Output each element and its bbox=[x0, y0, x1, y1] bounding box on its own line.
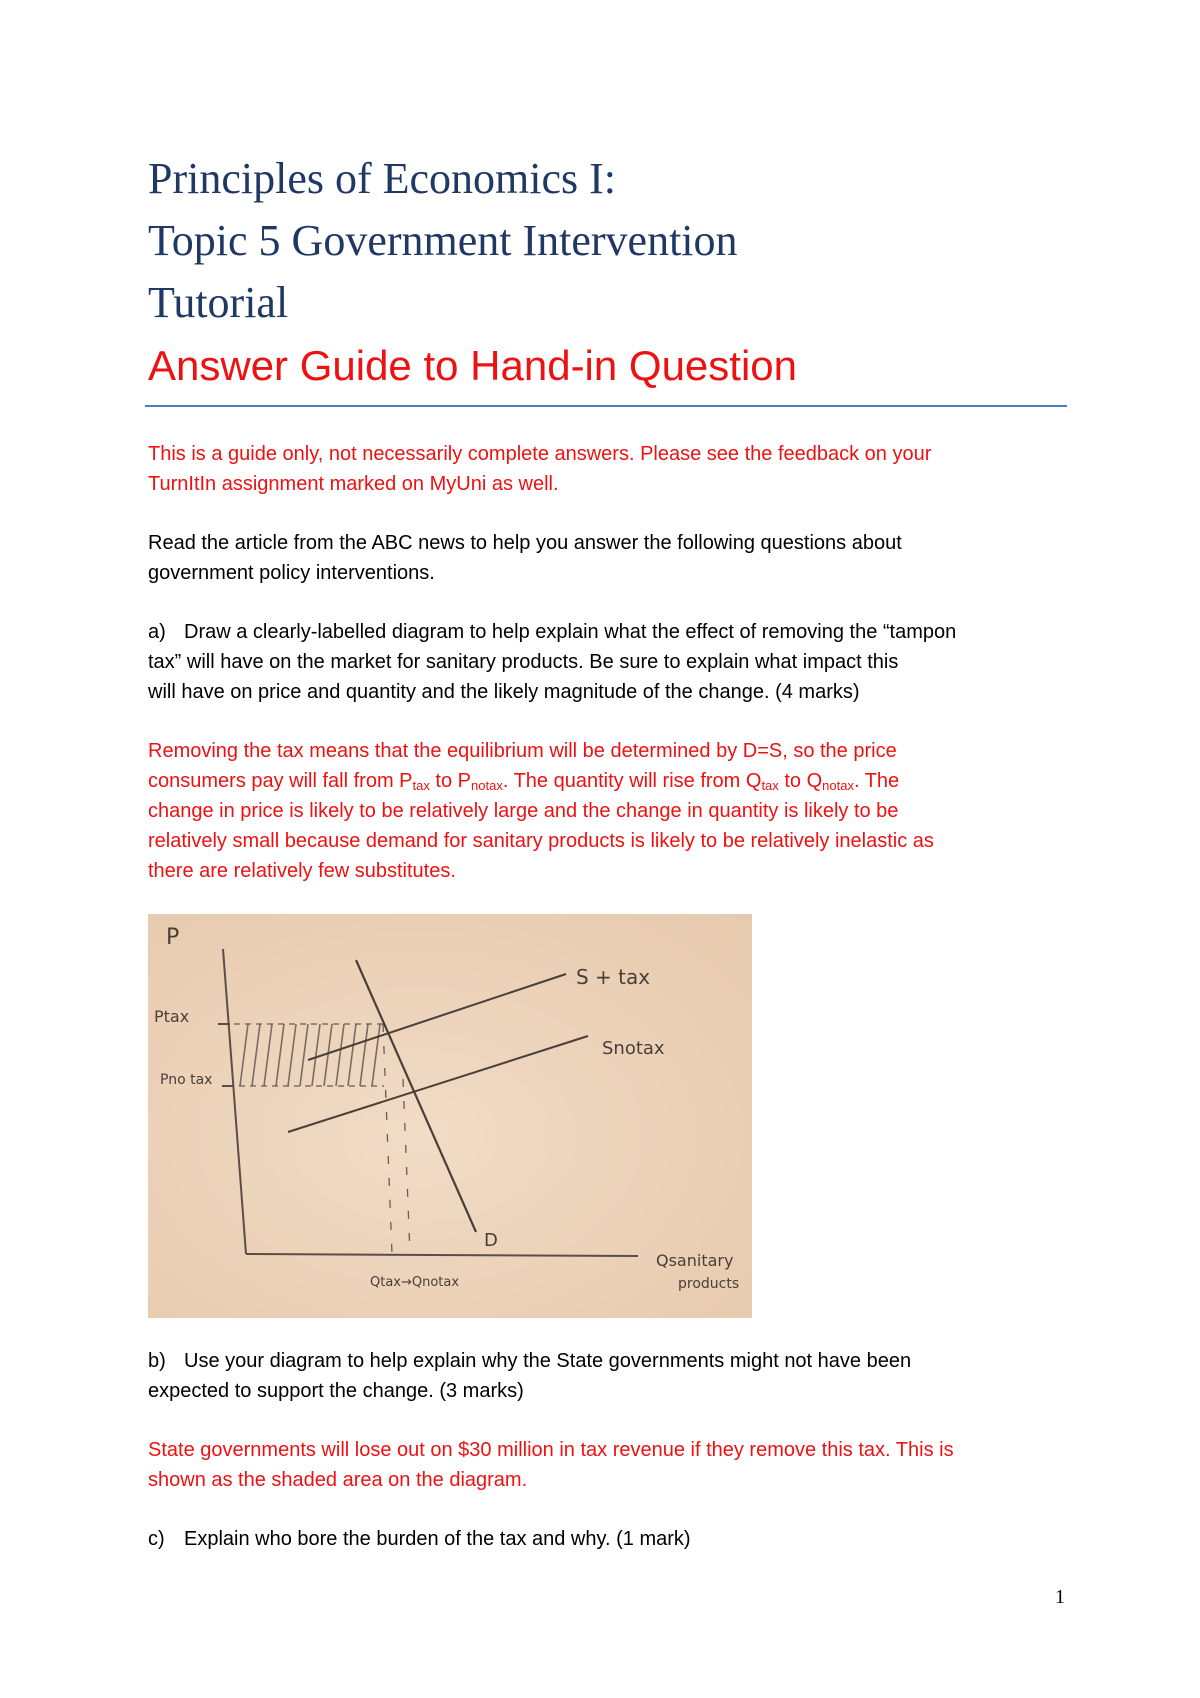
subscript-notax: notax bbox=[822, 778, 854, 793]
page-number: 1 bbox=[1055, 1586, 1065, 1608]
answer-a-line-2 bbox=[148, 766, 1078, 796]
document-title bbox=[148, 148, 1068, 396]
question-a-line-1: Draw a clearly-labelled diagram to help explain what the effect of removing the “tampon bbox=[184, 621, 957, 643]
intro-line-2: government policy interventions. bbox=[148, 562, 435, 584]
supply-notax-curve bbox=[288, 1036, 588, 1132]
answer-a-line-4: relatively small because demand for sanitary products is likely to be relatively inelastic as bbox=[148, 830, 934, 852]
sketch-svg bbox=[148, 914, 752, 1318]
title-divider bbox=[145, 405, 1067, 407]
supply-tax-curve bbox=[308, 974, 566, 1060]
answer-a bbox=[148, 736, 1078, 886]
x-axis-line bbox=[246, 1254, 638, 1256]
question-b-label: b) bbox=[148, 1350, 166, 1372]
question-c bbox=[148, 1524, 1114, 1554]
title-line-3: Tutorial bbox=[148, 278, 289, 327]
title-answer-guide: Answer Guide to Hand-in Question bbox=[148, 342, 798, 389]
title-line-2: Topic 5 Government Intervention bbox=[148, 216, 738, 265]
question-c-line-1: Explain who bore the burden of the tax and why. (1 mark) bbox=[184, 1528, 691, 1550]
answer-b-line-1: State governments will lose out on $30 million in tax revenue if they remove this tax. This is bbox=[148, 1439, 954, 1461]
title-line-1: Principles of Economics I: bbox=[148, 154, 617, 203]
question-c-label: c) bbox=[148, 1528, 165, 1550]
question-b bbox=[148, 1346, 1114, 1406]
guide-note-line-2: TurnItIn assignment marked on MyUni as well. bbox=[148, 473, 559, 495]
tax-revenue-hatching bbox=[240, 1024, 380, 1086]
demand-label: D bbox=[484, 1230, 498, 1251]
subscript-tax: tax bbox=[412, 778, 430, 793]
y-axis-line bbox=[223, 949, 246, 1254]
q-notax-dashed-line bbox=[403, 1079, 410, 1254]
supply-notax-label: Snotax bbox=[602, 1038, 665, 1059]
supply-tax-label: S + tax bbox=[576, 965, 651, 989]
question-b-line-1: Use your diagram to help explain why the State governments might not have been bbox=[184, 1350, 912, 1372]
y-axis-label: P bbox=[166, 925, 180, 950]
subscript-notax: notax bbox=[471, 778, 503, 793]
p-notax-label: Pno tax bbox=[160, 1072, 213, 1088]
x-axis-label-line-2: products bbox=[678, 1276, 740, 1292]
answer-a-text: to P bbox=[429, 770, 472, 792]
demand-curve bbox=[356, 960, 476, 1232]
answer-a-line-3: change in price is likely to be relatively large and the change in quantity is likely to be bbox=[148, 800, 899, 822]
subscript-tax: tax bbox=[761, 778, 779, 793]
answer-a-text: consumers pay will fall from P bbox=[148, 770, 413, 792]
question-a bbox=[148, 617, 1114, 707]
answer-b-line-2: shown as the shaded area on the diagram. bbox=[148, 1469, 528, 1491]
question-a-line-3: will have on price and quantity and the likely magnitude of the change. (4 marks) bbox=[148, 681, 860, 703]
answer-a-line-1: Removing the tax means that the equilibrium will be determined by D=S, so the price bbox=[148, 740, 897, 762]
question-a-line-2: tax” will have on the market for sanitary products. Be sure to explain what impact this bbox=[148, 651, 899, 673]
intro-line-1: Read the article from the ABC news to help you answer the following questions about bbox=[148, 532, 902, 554]
answer-a-text: . The quantity will rise from Q bbox=[502, 770, 762, 792]
answer-a-text: to Q bbox=[778, 770, 823, 792]
x-axis-label-line-1: Qsanitary bbox=[656, 1251, 734, 1270]
guide-note bbox=[148, 439, 1078, 499]
intro-paragraph bbox=[148, 528, 1078, 588]
q-tax-dashed-line bbox=[383, 1024, 392, 1254]
question-b-line-2: expected to support the change. (3 marks) bbox=[148, 1380, 524, 1402]
question-a-label: a) bbox=[148, 621, 166, 643]
answer-a-text: . The bbox=[853, 770, 900, 792]
answer-a-line-5: there are relatively few substitutes. bbox=[148, 860, 456, 882]
p-tax-label: Ptax bbox=[154, 1007, 190, 1026]
supply-demand-sketch bbox=[148, 914, 752, 1318]
guide-note-line-1: This is a guide only, not necessarily complete answers. Please see the feedback on your bbox=[148, 443, 932, 465]
quantity-change-label: Qtax→Qnotax bbox=[370, 1275, 460, 1290]
answer-b bbox=[148, 1435, 1078, 1495]
